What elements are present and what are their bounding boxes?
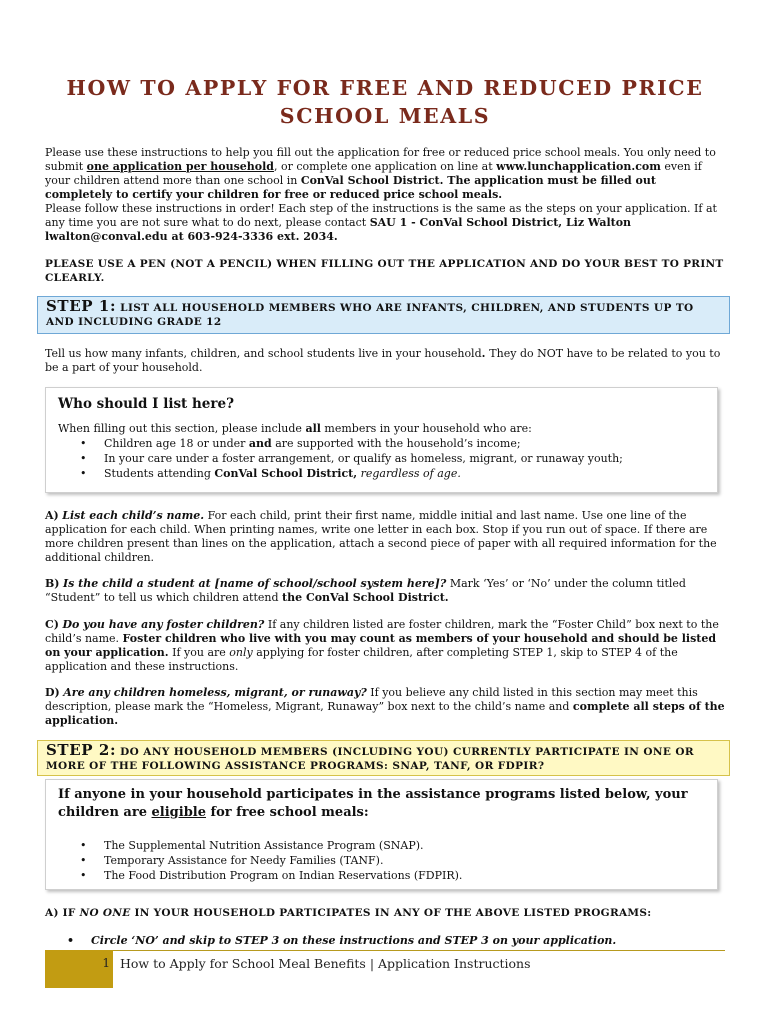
footer-text: How to Apply for School Meal Benefits | Application Instructions (120, 956, 531, 971)
step-1-intro: Tell us how many infants, children, and school students live in your household. They do NOT have to be related to you to be a part of your household. (45, 347, 721, 374)
step-1-item-a: A) List each child’s name. For each child, print their first name, middle initial and last name. Use one line of the application for each child. When printing names, write one letter in each box. Stop if you run out of space. If there are more children present than lines on the application, attach a second piece of paper with all required information for the additional children. (45, 509, 717, 564)
list-item: • The Food Distribution Program on Indian Reservations (FDPIR). (80, 869, 463, 882)
eligibility-title: If anyone in your household participates in the assistance programs listed below, your children are eligible for free school meals: (58, 787, 688, 820)
intro-paragraph: Please use these instructions to help you fill out the application for free or reduced price school meals. You only need to submit one application per household, or complete one application on line at www.lunchapplication.com even if your children attend more than one school in ConVal School District. The application must be filled out completely to certify your children for free or reduced price school meals. Please follow these instructions in order! Each step of the instructions is the same as the steps on your application. If at any time you are not sure what to do next, please contact SAU 1 - ConVal School District, Liz Walton lwalton@conval.edu at 603-924-3336 ext. 2034. (45, 146, 717, 243)
step-2-heading: DO ANY HOUSEHOLD MEMBERS (INCLUDING YOU) CURRENTLY PARTICIPATE IN ONE OR MORE OF THE FOLLOWING ASSISTANCE PROGRAMS: SNAP, TANF, OR FDPIR? (46, 746, 695, 772)
title-line-2: SCHOOL MEALS (279, 104, 491, 128)
lunch-application-link[interactable]: www.lunchapplication.com (496, 160, 661, 173)
who-to-list-title: Who should I list here? (58, 396, 235, 412)
footer-rule (45, 950, 725, 951)
page-title (40, 74, 730, 130)
step-2-item-a: A) IF NO ONE IN YOUR HOUSEHOLD PARTICIPATES IN ANY OF THE ABOVE LISTED PROGRAMS: (45, 907, 652, 919)
step-1-header (37, 296, 730, 334)
page-number: 1 (102, 956, 110, 970)
list-item: • Circle ‘NO’ and skip to STEP 3 on these instructions and STEP 3 on your application. (67, 934, 617, 947)
step-1-heading: LIST ALL HOUSEHOLD MEMBERS WHO ARE INFANTS, CHILDREN, AND STUDENTS UP TO AND INCLUDING GRADE 12 (46, 302, 694, 328)
title-line-1: HOW TO APPLY FOR FREE AND REDUCED PRICE (66, 76, 704, 100)
list-item: • Students attending ConVal School District, regardless of age. (80, 467, 461, 480)
who-to-list-box (45, 387, 718, 493)
one-application-emphasis: one application per household (86, 160, 274, 173)
list-item: • Children age 18 or under and are supported with the household’s income; (80, 437, 521, 450)
step-1-item-c: C) Do you have any foster children? If any children listed are foster children, mark the “Foster Child” box next to the child’s name. Foster children who live with you may count as members of your household and should be listed on your application. If you are only applying for foster children, after completing STEP 1, skip to STEP 4 of the application and these instructions. (45, 618, 719, 673)
list-item: • Temporary Assistance for Needy Families (TANF). (80, 854, 384, 867)
programs-list (58, 838, 705, 883)
who-to-list-lead: When filling out this section, please include all members in your household who are: (58, 422, 532, 435)
who-to-list-bullets (58, 436, 705, 481)
step-1-label: STEP 1: (46, 297, 117, 315)
step-2-item-a-bullet (45, 933, 725, 948)
contact-info: SAU 1 - ConVal School District, Liz Walton lwalton@conval.edu at 603-924-3336 ext. 2034. (45, 216, 632, 243)
step-1-item-b: B) Is the child a student at [name of school/school system here]? Mark ‘Yes’ or ‘No’ under the column titled “Student” to tell us which children attend the ConVal School District. (45, 577, 686, 604)
eligibility-box (45, 779, 718, 890)
list-item: • In your care under a foster arrangement, or qualify as homeless, migrant, or runaway youth; (80, 452, 623, 465)
step-2-header (37, 740, 730, 776)
list-item: • The Supplemental Nutrition Assistance Program (SNAP). (80, 839, 424, 852)
pen-notice: PLEASE USE A PEN (NOT A PENCIL) WHEN FILLING OUT THE APPLICATION AND DO YOUR BEST TO PRINT CLEARLY. (45, 258, 724, 284)
step-2-label: STEP 2: (46, 741, 117, 759)
step-1-item-d: D) Are any children homeless, migrant, or runaway? If you believe any child listed in this section may meet this description, please mark the “Homeless, Migrant, Runaway” box next to the child’s name and complete all steps of the application. (45, 686, 725, 727)
